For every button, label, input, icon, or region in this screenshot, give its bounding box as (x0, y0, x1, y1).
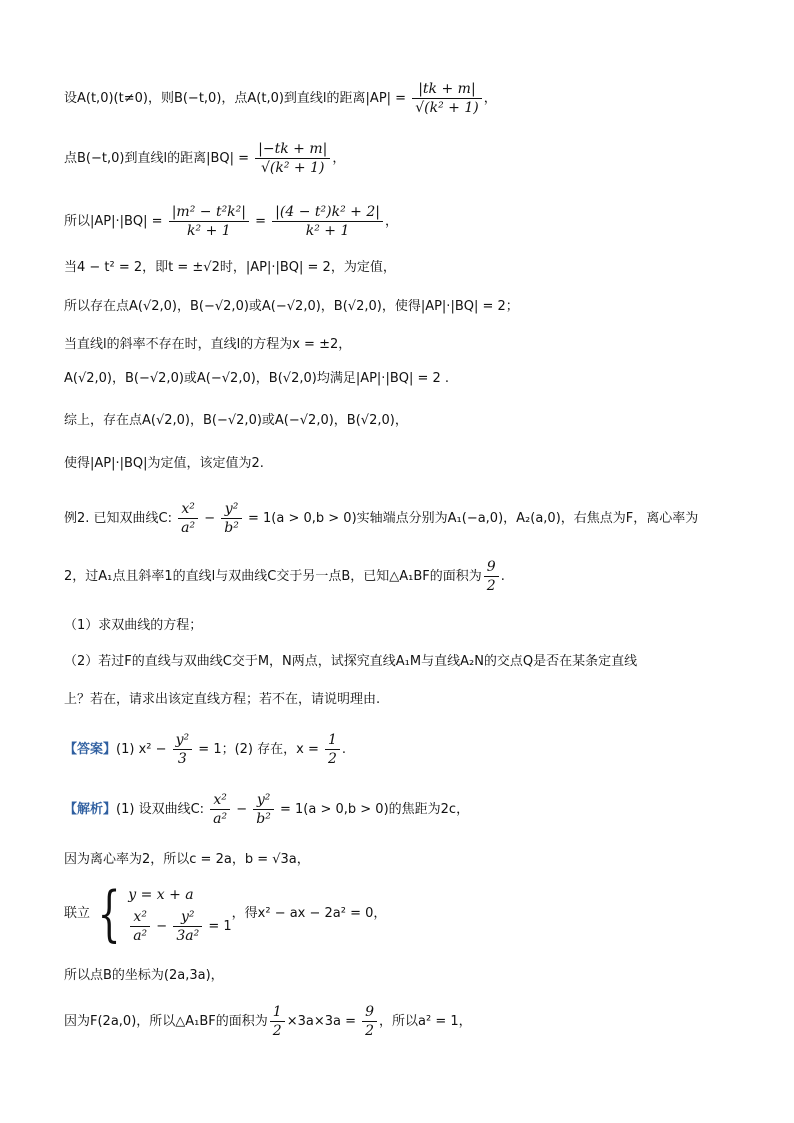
question-2: （2）若过F的直线与双曲线C交于M，N两点，试探究直线A₁M与直线A₂N的交点Q是否在某条定直线 (64, 654, 638, 669)
line-slope-none: 当直线l的斜率不存在时，直线l的方程为x = ±2， (64, 337, 352, 352)
denominator: √(k² + 1) (260, 160, 325, 176)
numerator: 1 (325, 731, 340, 750)
text: . (341, 742, 347, 757)
line-example2-cont (64, 558, 505, 595)
numerator: y² (173, 908, 202, 927)
numerator: x² (210, 791, 230, 810)
line-satisfy: A(√2,0)，B(−√2,0)或A(−√2,0)，B(√2,0)均满足|AP|·|BQ| = 2 . (64, 371, 450, 386)
fraction (255, 140, 330, 177)
denominator: 3 (177, 751, 187, 767)
question-1: （1）求双曲线的方程； (64, 618, 203, 633)
fraction (173, 731, 193, 768)
text: 所以|AP|·|BQ| = (64, 214, 167, 229)
line-area (64, 1003, 472, 1040)
text: 点B(−t,0)到直线l的距离|BQ| = (64, 151, 254, 166)
numerator: y² (173, 731, 193, 750)
denominator: k² + 1 (187, 223, 231, 239)
text: ， (332, 151, 346, 166)
equation-row (128, 908, 231, 945)
text: 联立 (64, 906, 91, 921)
fraction (221, 500, 242, 537)
denominator: k² + 1 (305, 223, 350, 239)
text: = 1 (204, 919, 232, 934)
line-system (64, 878, 387, 949)
numerator: y² (253, 791, 274, 810)
text: (1) x² − (116, 742, 171, 757)
numerator: |−tk + m| (255, 140, 330, 159)
text: = (251, 214, 271, 229)
fraction (169, 203, 249, 240)
numerator: 9 (484, 558, 499, 577)
brace-icon: { (97, 878, 121, 949)
fraction (178, 500, 198, 537)
equation-system (128, 882, 231, 945)
answer-tag: 【答案】 (64, 742, 117, 757)
question-2-cont: 上？若在，请求出该定直线方程；若不在，请说明理由. (64, 692, 381, 707)
fraction (173, 908, 202, 945)
text: − (200, 511, 220, 526)
numerator: |m² − t²k²| (169, 203, 249, 222)
denominator: b² (256, 811, 271, 827)
text: ， (483, 91, 497, 106)
fraction (484, 558, 499, 595)
numerator: |(4 − t²)k² + 2| (272, 203, 383, 222)
answer-line (64, 731, 346, 768)
line-distance-ap (64, 80, 497, 117)
fraction (253, 791, 274, 828)
fraction (362, 1003, 377, 1040)
line-summary: 综上，存在点A(√2,0)，B(−√2,0)或A(−√2,0)，B(√2,0)， (64, 413, 408, 428)
denominator: √(k² + 1) (415, 100, 479, 116)
fraction (272, 203, 383, 240)
denominator: 2 (365, 1023, 375, 1039)
line-condition: 当4 − t² = 2，即t = ±√2时，|AP|·|BQ| = 2，为定值， (64, 260, 396, 275)
numerator: x² (130, 908, 150, 927)
text: 2，过A₁点且斜率1的直线l与双曲线C交于另一点B，已知△A₁BF的面积为 (64, 569, 482, 584)
line-constant: 使得|AP|·|BQ|为定值，该定值为2. (64, 456, 264, 471)
fraction (412, 80, 481, 117)
fraction (210, 791, 230, 828)
fraction (130, 908, 150, 945)
text: ，所以a² = 1， (379, 1014, 472, 1029)
line-distance-bq (64, 140, 345, 177)
fraction (325, 731, 340, 768)
denominator: a² (181, 520, 196, 536)
text: 设A(t,0)(t≠0)，则B(−t,0)，点A(t,0)到直线l的距离|AP| = (64, 91, 411, 106)
text: = 1(a > 0,b > 0)的焦距为2c， (275, 802, 470, 817)
text: 因为F(2a,0)，所以△A₁BF的面积为 (64, 1014, 268, 1029)
text: − (232, 802, 252, 817)
line-eccentricity: 因为离心率为2，所以c = 2a，b = √3a， (64, 852, 310, 867)
analysis-tag: 【解析】 (64, 802, 117, 817)
text: − (152, 919, 172, 934)
denominator: 2 (272, 1023, 282, 1039)
analysis-line (64, 791, 469, 828)
text: = 1(a > 0,b > 0)实轴端点分别为A₁(−a,0)，A₂(a,0)，右焦点为F，离心率为 (243, 511, 699, 526)
line-point-b: 所以点B的坐标为(2a,3a)， (64, 968, 224, 983)
numerator: x² (178, 500, 198, 519)
equation-row: y = x + a (128, 887, 194, 903)
numerator: y² (221, 500, 242, 519)
numerator: 1 (270, 1003, 285, 1022)
numerator: |tk + m| (412, 80, 481, 99)
text: 例2. 已知双曲线C: (64, 511, 177, 526)
denominator: 3a² (176, 928, 200, 944)
denominator: 2 (486, 578, 496, 594)
denominator: a² (213, 811, 228, 827)
fraction (270, 1003, 285, 1040)
line-example2 (64, 500, 698, 537)
denominator: a² (133, 928, 148, 944)
text: ， (384, 214, 398, 229)
text: = 1；(2) 存在，x = (194, 742, 323, 757)
text: ，得x² − ax − 2a² = 0， (231, 906, 387, 921)
text: (1) 设双曲线C: (116, 802, 209, 817)
text: ×3a×3a = (286, 1014, 361, 1029)
text: . (500, 569, 505, 584)
line-product (64, 203, 398, 240)
numerator: 9 (362, 1003, 377, 1022)
line-exists: 所以存在点A(√2,0)，B(−√2,0)或A(−√2,0)，B(√2,0)，使得|AP|·|BQ| = 2； (64, 299, 519, 314)
denominator: 2 (327, 751, 337, 767)
denominator: b² (224, 520, 239, 536)
